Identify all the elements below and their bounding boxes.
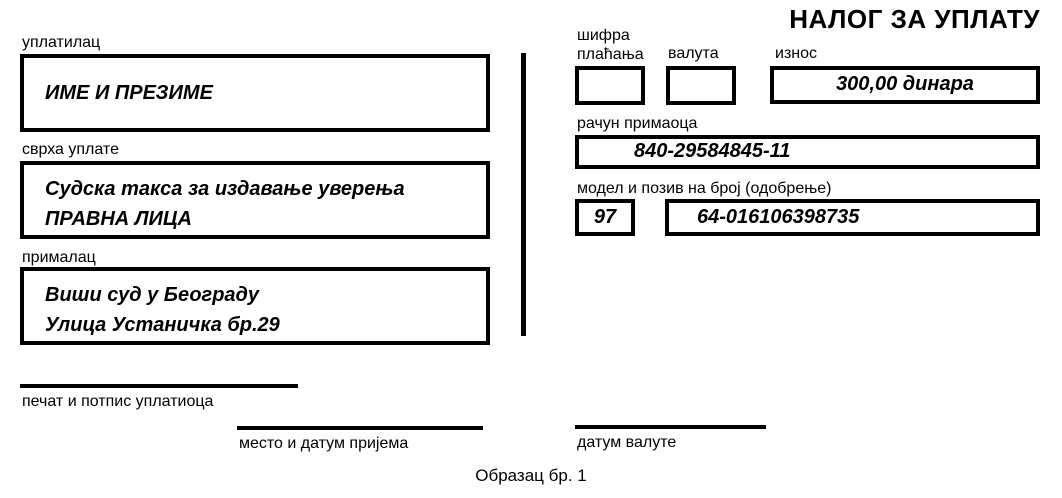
amount-label: износ bbox=[775, 45, 818, 62]
recipient-value-line1: Виши суд у Београду bbox=[45, 284, 260, 306]
model-field-box bbox=[575, 199, 635, 236]
form-number-footer: Образац бр. 1 bbox=[475, 466, 587, 485]
amount-value: 300,00 динара bbox=[836, 73, 974, 95]
currency-label: валута bbox=[668, 45, 719, 62]
stamp-signature-label: печат и потпис уплатиоца bbox=[22, 393, 214, 410]
place-date-line bbox=[237, 426, 483, 430]
payer-value: ИМЕ И ПРЕЗИМЕ bbox=[45, 82, 213, 104]
recipient-account-value: 840-29584845-11 bbox=[634, 140, 791, 162]
payment-code-label: шифра плаћања bbox=[577, 27, 644, 63]
recipient-account-field-box bbox=[575, 135, 1040, 169]
payer-label: уплатилац bbox=[22, 34, 101, 51]
value-date-line bbox=[575, 425, 766, 429]
payment-code-field-box bbox=[575, 66, 645, 105]
purpose-field-box bbox=[20, 161, 490, 239]
payer-field-box bbox=[20, 54, 490, 132]
recipient-label: прималац bbox=[22, 249, 96, 266]
stamp-signature-line bbox=[20, 384, 298, 388]
place-date-label: место и датум пријема bbox=[239, 435, 409, 452]
purpose-label: сврха уплате bbox=[22, 141, 119, 158]
recipient-field-box bbox=[20, 267, 490, 345]
model-value: 97 bbox=[593, 206, 617, 228]
model-reference-label: модел и позив на број (одобрење) bbox=[577, 180, 832, 197]
value-date-label: датум валуте bbox=[577, 434, 677, 451]
purpose-value-line2: ПРАВНА ЛИЦА bbox=[45, 208, 192, 230]
recipient-value-line2: Улица Устаничка бр.29 bbox=[45, 314, 280, 336]
purpose-value-line1: Судска такса за издавање уверења bbox=[45, 178, 405, 200]
currency-field-box bbox=[666, 66, 736, 105]
recipient-account-label: рачун примаоца bbox=[577, 115, 698, 132]
reference-number-value: 64-016106398735 bbox=[697, 206, 860, 228]
form-title: НАЛОГ ЗА УПЛАТУ bbox=[789, 4, 1040, 34]
reference-number-field-box bbox=[665, 199, 1040, 236]
section-divider bbox=[521, 53, 526, 336]
amount-field-box bbox=[770, 66, 1040, 104]
